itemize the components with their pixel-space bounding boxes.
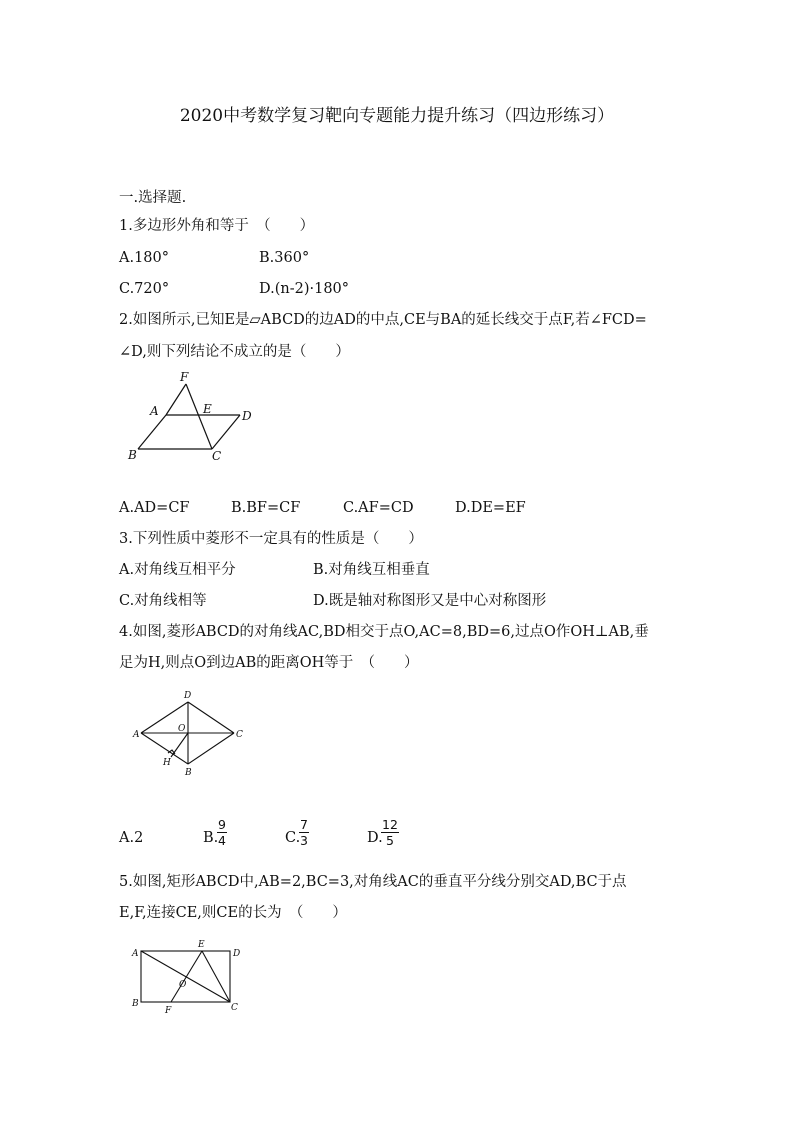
- q1-option-d: D.(n-2)·180°: [259, 281, 350, 297]
- q2-label-d: D: [242, 409, 252, 423]
- q3-option-d: D.既是轴对称图形又是中心对称图形: [313, 593, 547, 609]
- q4-option-b-numerator: 9: [218, 817, 226, 832]
- q5-stem-line1: 5.如图,矩形ABCD中,AB=2,BC=3,对角线AC的垂直平分线分别交AD,BC于点: [119, 874, 627, 890]
- q4-stem-line2: 足为H,则点O到边AB的距离OH等于 （ ）: [119, 655, 419, 671]
- q2-label-f: F: [180, 370, 189, 384]
- q4-option-d-denominator: 5: [385, 833, 394, 848]
- q5-label-c: C: [231, 1003, 238, 1013]
- q4-option-d-prefix: D.: [367, 830, 383, 846]
- q2-label-b: B: [128, 448, 137, 462]
- q2-stem-line1: 2.如图所示,已知E是▱ABCD的边AD的中点,CE与BA的延长线交于点F,若∠FCD=: [119, 312, 647, 328]
- q4-option-d-numerator: 12: [382, 817, 398, 832]
- q2-label-a: A: [150, 404, 159, 418]
- q5-label-a: A: [132, 949, 139, 959]
- q5-label-e: E: [198, 940, 205, 950]
- q3-option-c: C.对角线相等: [119, 593, 207, 609]
- q5-stem-line2: E,F,连接CE,则CE的长为 （ ）: [119, 905, 347, 921]
- q3-stem: 3.下列性质中菱形不一定具有的性质是（ ）: [119, 531, 423, 547]
- q3-option-b: B.对角线互相垂直: [313, 562, 430, 578]
- q5-label-b: B: [132, 999, 139, 1009]
- q4-option-b-prefix: B.: [203, 830, 219, 846]
- section-heading: 一.选择题.: [119, 190, 187, 206]
- q4-stem-line1: 4.如图,菱形ABCD的对角线AC,BD相交于点O,AC=8,BD=6,过点O作OH⊥AB,垂: [119, 624, 649, 640]
- q2-option-b: B.BF=CF: [231, 500, 301, 516]
- q2-option-d: D.DE=EF: [455, 500, 526, 516]
- q3-option-a: A.对角线互相平分: [119, 562, 236, 578]
- q1-option-c: C.720°: [119, 281, 170, 297]
- q4-option-c-prefix: C.: [285, 830, 301, 846]
- q5-label-d: D: [233, 949, 241, 959]
- q2-option-a: A.AD=CF: [119, 500, 190, 516]
- q4-label-d: D: [184, 691, 192, 701]
- q4-option-a: A.2: [119, 830, 144, 846]
- q2-label-e: E: [203, 402, 212, 416]
- q4-option-c-denominator: 3: [300, 833, 308, 848]
- page-title: 2020中考数学复习靶向专题能力提升练习（四边形练习）: [179, 106, 615, 126]
- q1-option-a: A.180°: [119, 250, 170, 266]
- q2-label-c: C: [212, 449, 222, 463]
- q4-label-h: H: [163, 758, 171, 768]
- q1-option-b: B.360°: [259, 250, 310, 266]
- q2-option-c: C.AF=CD: [343, 500, 414, 516]
- q4-label-o: O: [178, 724, 186, 734]
- q4-label-b: B: [185, 768, 192, 778]
- q5-label-o: O: [179, 980, 187, 990]
- q1-stem: 1.多边形外角和等于 （ ）: [119, 218, 315, 234]
- q2-stem-line2: ∠D,则下列结论不成立的是（ ）: [119, 344, 350, 360]
- q5-label-f: F: [165, 1006, 172, 1016]
- q4-label-c: C: [236, 730, 243, 740]
- q4-label-a: A: [133, 730, 140, 740]
- q4-option-b-denominator: 4: [218, 833, 226, 848]
- q4-option-c-numerator: 7: [300, 817, 308, 832]
